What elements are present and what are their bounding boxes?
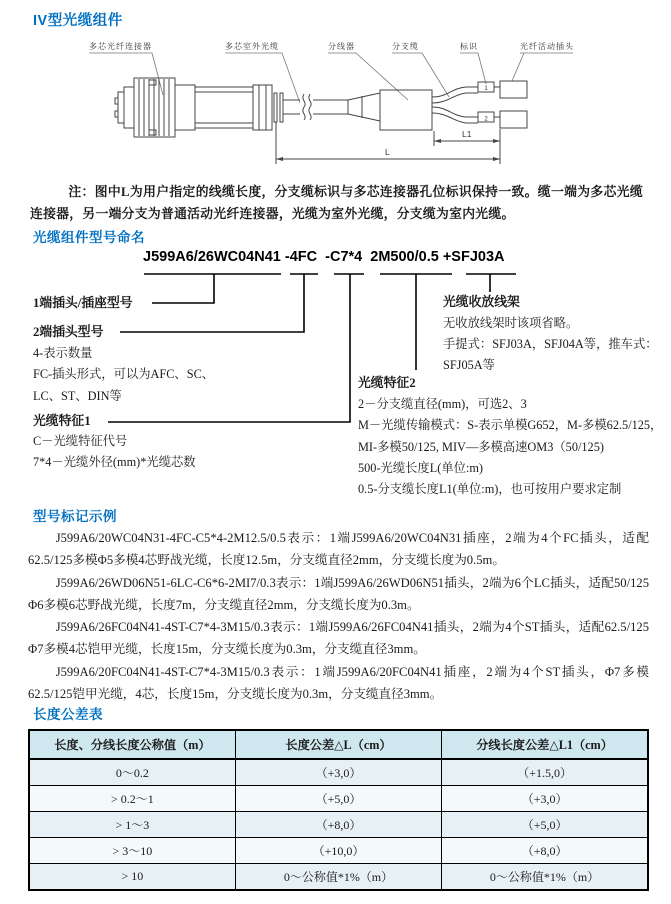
cell-length-tol: （+5,0） xyxy=(235,786,441,812)
diagram-label-connector: 多芯光纤连接器 xyxy=(89,42,152,51)
reel-title: 光缆收放线架 xyxy=(443,295,520,309)
diagram-label-splitter: 分线器 xyxy=(328,42,355,51)
page-title: IV型光缆组件 xyxy=(33,13,123,29)
example-paragraph-4: J599A6/20FC04N41-4ST-C7*4-3M15/0.3表示：1端J599A6/20FC04N41插座，2端为4个ST插头，Φ7多模62.5/125铠甲光缆，4芯，长度15m，分支缆长度为0.3m，分支缆直径3mm。 xyxy=(28,664,649,702)
feat1-line2: 7*4－光缆外径(mm)*光缆芯数 xyxy=(33,455,196,469)
plug2-line1: 4-表示数量 xyxy=(33,346,93,360)
diagram-label-branch-cable: 分支缆 xyxy=(392,42,419,51)
example-paragraph-2: J599A6/26WD06N51-6LC-C6*6-2MI7/0.3表示：1端J599A6/26WD06N51插头，2端为6个LC插头，适配50/125 Φ6多模6芯野战光缆，长度7m，分支缆直径2mm，分支缆长度为0.3m。 xyxy=(28,575,649,612)
feat2-line3: MI-多模50/125, MIV—多模高速OM3（50/125) xyxy=(358,440,604,454)
reel-line1: 无收放线架时该项省略。 xyxy=(443,316,579,330)
cell-branch-tol: （+8,0） xyxy=(442,838,648,864)
multicore-connector xyxy=(115,78,283,137)
cell-branch-tol: （+3,0） xyxy=(442,786,648,812)
naming-heading: 光缆组件型号命名 xyxy=(33,230,145,245)
reel-line3: SFJ05A等 xyxy=(443,358,495,372)
diagram-label-marker: 标识 xyxy=(460,42,478,51)
cell-range: 0～0.2 xyxy=(29,759,235,786)
tolerance-heading: 长度公差表 xyxy=(33,707,103,722)
col-header-branch-tolerance: 分线长度公差△L1（cm） xyxy=(442,730,648,759)
table-row xyxy=(29,786,648,812)
table-row xyxy=(29,838,648,864)
tag-number-1: 1 xyxy=(484,86,488,92)
plug2-title: 2端插头型号 xyxy=(33,325,104,339)
cell-range: > 0.2～1 xyxy=(29,786,235,812)
plug1-title: 1端插头/插座型号 xyxy=(33,296,133,310)
cell-branch-tol: 0～公称值*1%（m） xyxy=(442,864,648,891)
feat2-line1: 2－分支缆直径(mm)，可选2、3 xyxy=(358,397,527,411)
screw-top xyxy=(149,80,156,85)
diagram-label-outdoor-cable: 多芯室外光缆 xyxy=(225,42,279,51)
feat2-line4: 500-光缆长度L(单位:m) xyxy=(358,461,484,475)
branch-lower xyxy=(432,107,527,128)
cell-branch-tol: （+1.5,0） xyxy=(442,759,648,786)
tolerance-table xyxy=(28,729,649,891)
feat2-title: 光缆特征2 xyxy=(358,376,416,390)
example-paragraph-1: J599A6/20WC04N31-4FC-C5*4-2M12.5/0.5表示：1端J599A6/20WC04N31插座，2端为4个FC插头，适配62.5/125多模Φ5多模4芯野战光缆，长度12.5m，分支缆直径2mm，分支缆长度为0.5m。 xyxy=(28,531,649,568)
dim-label-l1: L1 xyxy=(462,129,472,139)
tag-number-2: 2 xyxy=(484,116,488,123)
cell-range: > 3～10 xyxy=(29,838,235,864)
fiber-plug-1 xyxy=(500,81,527,98)
plug2-line3: LC、ST、DIN等 xyxy=(33,389,122,403)
cell-branch-tol: （+5,0） xyxy=(442,812,648,838)
fiber-plug-2 xyxy=(500,111,527,128)
col-header-nominal-length: 长度、分线长度公称值（m） xyxy=(29,730,235,759)
table-row xyxy=(29,759,648,786)
example-paragraph-3: J599A6/26FC04N41-4ST-C7*4-3M15/0.3表示：1端J599A6/26FC04N41插头，2端为4个ST插头，适配62.5/125 Φ7多模4芯铠甲光缆，长度15m，分支缆长度为0.3m，分支缆直径3mm。 xyxy=(28,620,649,657)
col-header-length-tolerance: 长度公差△L（cm） xyxy=(235,730,441,759)
feat1-line1: C－光缆特征代号 xyxy=(33,434,128,448)
examples-heading: 型号标记示例 xyxy=(33,509,117,524)
table-row xyxy=(29,864,648,891)
examples-block xyxy=(28,527,649,705)
splitter-box xyxy=(380,90,432,130)
note-paragraph: 注：图中L为用户指定的线缆长度，分支缆标识与多芯连接器孔位标识保持一致。缆一端为多芯光缆连接器，另一端分支为普通活动光纤连接器，光缆为室外光缆，分支缆为室内光缆。 xyxy=(30,185,643,221)
feat2-line2: M－光缆传输模式：S-表示单模G652，M-多模62.5/125， xyxy=(358,418,663,432)
cell-length-tol: 0～公称值*1%（m） xyxy=(235,864,441,891)
plug2-line2: FC-插头形式，可以为AFC、SC、 xyxy=(33,367,215,381)
reel-line2: 手提式：SFJ03A，SFJ04A等，推车式： xyxy=(443,337,658,351)
model-designation: J599A6/26WC04N41 -4FC -C7*4 2M500/0.5 +SFJ03A xyxy=(143,249,505,265)
diagram-label-fiber-plug: 光纤活动插头 xyxy=(520,42,574,51)
cell-range: > 1～3 xyxy=(29,812,235,838)
feat2-line5: 0.5-分支缆长度L1(单位:m)，也可按用户要求定制 xyxy=(358,482,622,496)
feat1-title: 光缆特征1 xyxy=(33,414,91,428)
cell-length-tol: （+3,0） xyxy=(235,759,441,786)
cell-length-tol: （+10,0） xyxy=(235,838,441,864)
cable-diagram xyxy=(0,0,671,175)
screw-bottom xyxy=(149,130,156,135)
table-row xyxy=(29,812,648,838)
cell-range: > 10 xyxy=(29,864,235,891)
dim-label-l: L xyxy=(385,147,390,157)
cell-length-tol: （+8,0） xyxy=(235,812,441,838)
tolerance-header-row xyxy=(29,730,648,759)
